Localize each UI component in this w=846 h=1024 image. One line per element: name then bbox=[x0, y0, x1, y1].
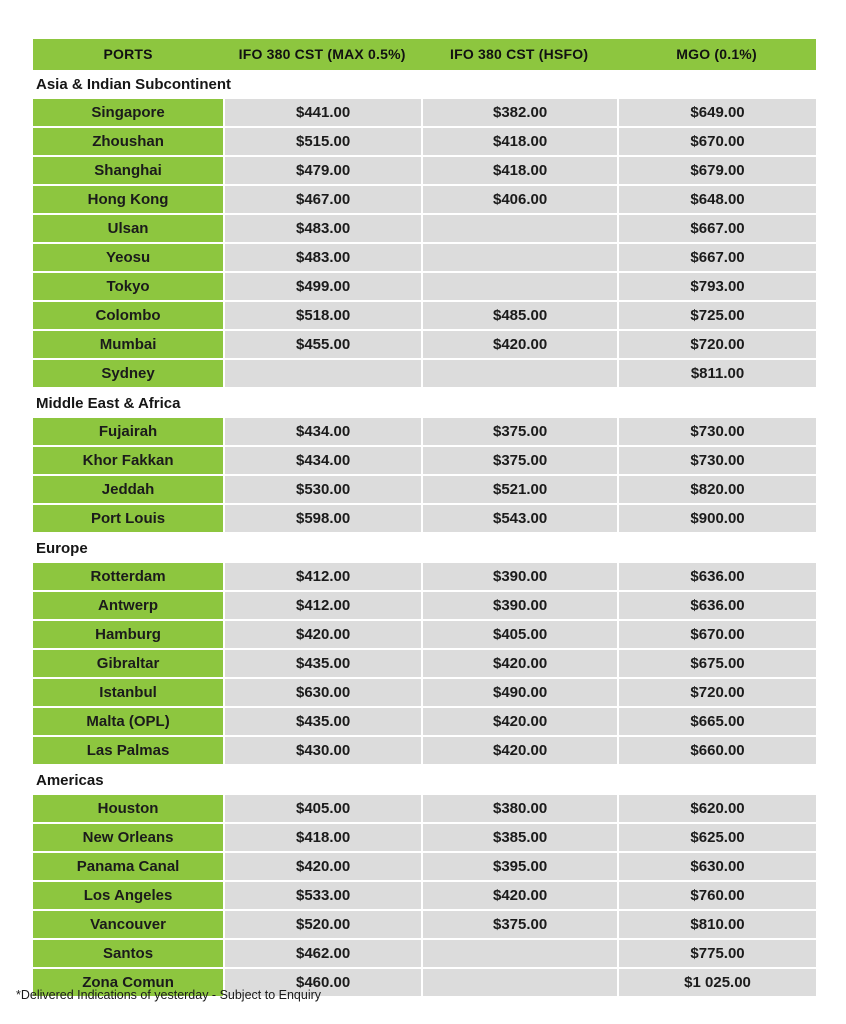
port-cell: Houston bbox=[33, 795, 223, 822]
price-cell bbox=[223, 360, 421, 387]
port-cell: Jeddah bbox=[33, 476, 223, 503]
price-cell: $375.00 bbox=[421, 911, 617, 938]
price-cell bbox=[421, 360, 617, 387]
table-row bbox=[33, 708, 816, 735]
price-cell: $462.00 bbox=[223, 940, 421, 967]
price-cell: $395.00 bbox=[421, 853, 617, 880]
table-row bbox=[33, 476, 816, 503]
price-cell: $412.00 bbox=[223, 563, 421, 590]
price-cell: $530.00 bbox=[223, 476, 421, 503]
table-row bbox=[33, 186, 816, 213]
price-cell: $725.00 bbox=[617, 302, 816, 329]
port-cell: Antwerp bbox=[33, 592, 223, 619]
port-cell: Mumbai bbox=[33, 331, 223, 358]
table-row bbox=[33, 621, 816, 648]
price-cell: $630.00 bbox=[223, 679, 421, 706]
price-cell: $420.00 bbox=[421, 650, 617, 677]
price-cell: $420.00 bbox=[421, 737, 617, 764]
price-cell: $720.00 bbox=[617, 679, 816, 706]
price-cell: $620.00 bbox=[617, 795, 816, 822]
price-cell: $636.00 bbox=[617, 592, 816, 619]
price-cell: $420.00 bbox=[421, 882, 617, 909]
table-row bbox=[33, 592, 816, 619]
port-cell: Zhoushan bbox=[33, 128, 223, 155]
price-cell: $420.00 bbox=[223, 853, 421, 880]
price-cell bbox=[421, 244, 617, 271]
bunker-price-table bbox=[33, 39, 816, 998]
price-cell: $390.00 bbox=[421, 592, 617, 619]
price-cell: $760.00 bbox=[617, 882, 816, 909]
column-header: PORTS bbox=[103, 46, 153, 62]
price-cell: $648.00 bbox=[617, 186, 816, 213]
table-row bbox=[33, 447, 816, 474]
price-cell: $543.00 bbox=[421, 505, 617, 532]
port-cell: Fujairah bbox=[33, 418, 223, 445]
price-cell bbox=[421, 273, 617, 300]
footnote: *Delivered Indications of yesterday - Subject to Enquiry bbox=[16, 988, 322, 1002]
price-cell: $670.00 bbox=[617, 128, 816, 155]
price-cell: $598.00 bbox=[223, 505, 421, 532]
port-cell: Las Palmas bbox=[33, 737, 223, 764]
table-row bbox=[33, 157, 816, 184]
price-cell: $420.00 bbox=[421, 708, 617, 735]
price-cell: $665.00 bbox=[617, 708, 816, 735]
port-cell: Malta (OPL) bbox=[33, 708, 223, 735]
price-cell: $467.00 bbox=[223, 186, 421, 213]
price-cell: $375.00 bbox=[421, 447, 617, 474]
port-cell: Port Louis bbox=[33, 505, 223, 532]
price-cell: $499.00 bbox=[223, 273, 421, 300]
port-cell: Los Angeles bbox=[33, 882, 223, 909]
price-cell: $435.00 bbox=[223, 650, 421, 677]
price-cell: $418.00 bbox=[421, 128, 617, 155]
port-cell: Ulsan bbox=[33, 215, 223, 242]
price-cell: $405.00 bbox=[223, 795, 421, 822]
table-row bbox=[33, 824, 816, 851]
section-title: Middle East & Africa bbox=[33, 389, 816, 418]
table-row bbox=[33, 795, 816, 822]
port-cell: Shanghai bbox=[33, 157, 223, 184]
price-cell: $675.00 bbox=[617, 650, 816, 677]
price-cell: $667.00 bbox=[617, 215, 816, 242]
price-cell: $667.00 bbox=[617, 244, 816, 271]
price-cell: $483.00 bbox=[223, 215, 421, 242]
section-title: Americas bbox=[33, 766, 816, 795]
table-row bbox=[33, 215, 816, 242]
port-cell: New Orleans bbox=[33, 824, 223, 851]
table-row bbox=[33, 360, 816, 387]
price-cell: $1 025.00 bbox=[617, 969, 816, 996]
port-cell: Yeosu bbox=[33, 244, 223, 271]
price-cell: $385.00 bbox=[421, 824, 617, 851]
price-cell: $515.00 bbox=[223, 128, 421, 155]
price-cell: $730.00 bbox=[617, 447, 816, 474]
price-cell: $485.00 bbox=[421, 302, 617, 329]
price-cell: $775.00 bbox=[617, 940, 816, 967]
price-cell bbox=[421, 940, 617, 967]
port-cell: Tokyo bbox=[33, 273, 223, 300]
section-title: Asia & Indian Subcontinent bbox=[33, 70, 816, 99]
table-row bbox=[33, 563, 816, 590]
price-cell: $406.00 bbox=[421, 186, 617, 213]
port-cell: Rotterdam bbox=[33, 563, 223, 590]
price-cell: $420.00 bbox=[421, 331, 617, 358]
column-header: IFO 380 CST (HSFO) bbox=[450, 46, 589, 62]
port-cell: Khor Fakkan bbox=[33, 447, 223, 474]
price-cell: $455.00 bbox=[223, 331, 421, 358]
price-cell: $810.00 bbox=[617, 911, 816, 938]
table-row bbox=[33, 99, 816, 126]
table-header-row bbox=[33, 39, 816, 70]
price-cell: $730.00 bbox=[617, 418, 816, 445]
price-cell: $793.00 bbox=[617, 273, 816, 300]
price-cell: $434.00 bbox=[223, 447, 421, 474]
section-title: Europe bbox=[33, 534, 816, 563]
price-cell: $490.00 bbox=[421, 679, 617, 706]
price-cell: $435.00 bbox=[223, 708, 421, 735]
price-cell: $521.00 bbox=[421, 476, 617, 503]
port-cell: Panama Canal bbox=[33, 853, 223, 880]
table-row bbox=[33, 737, 816, 764]
table-row bbox=[33, 940, 816, 967]
price-cell: $418.00 bbox=[421, 157, 617, 184]
price-cell: $420.00 bbox=[223, 621, 421, 648]
table-row bbox=[33, 418, 816, 445]
table-body bbox=[33, 70, 816, 996]
table-row bbox=[33, 128, 816, 155]
price-cell: $382.00 bbox=[421, 99, 617, 126]
port-cell: Hamburg bbox=[33, 621, 223, 648]
price-cell: $820.00 bbox=[617, 476, 816, 503]
table-row bbox=[33, 911, 816, 938]
price-cell: $380.00 bbox=[421, 795, 617, 822]
port-cell: Istanbul bbox=[33, 679, 223, 706]
table-row bbox=[33, 302, 816, 329]
price-cell bbox=[421, 215, 617, 242]
port-cell: Singapore bbox=[33, 99, 223, 126]
price-cell: $533.00 bbox=[223, 882, 421, 909]
price-cell: $520.00 bbox=[223, 911, 421, 938]
price-cell: $418.00 bbox=[223, 824, 421, 851]
price-cell: $679.00 bbox=[617, 157, 816, 184]
port-cell: Vancouver bbox=[33, 911, 223, 938]
price-cell: $670.00 bbox=[617, 621, 816, 648]
column-header: IFO 380 CST (MAX 0.5%) bbox=[238, 46, 406, 62]
port-cell: Sydney bbox=[33, 360, 223, 387]
price-cell: $811.00 bbox=[617, 360, 816, 387]
table-row bbox=[33, 650, 816, 677]
port-cell: Zona Comun bbox=[33, 969, 223, 996]
price-cell: $636.00 bbox=[617, 563, 816, 590]
price-cell bbox=[421, 969, 617, 996]
price-cell: $649.00 bbox=[617, 99, 816, 126]
price-cell: $479.00 bbox=[223, 157, 421, 184]
price-cell: $375.00 bbox=[421, 418, 617, 445]
table-row bbox=[33, 679, 816, 706]
price-cell: $720.00 bbox=[617, 331, 816, 358]
price-cell: $900.00 bbox=[617, 505, 816, 532]
port-cell: Santos bbox=[33, 940, 223, 967]
price-cell: $441.00 bbox=[223, 99, 421, 126]
port-cell: Hong Kong bbox=[33, 186, 223, 213]
price-cell: $390.00 bbox=[421, 563, 617, 590]
table-row bbox=[33, 882, 816, 909]
price-cell: $430.00 bbox=[223, 737, 421, 764]
price-cell: $630.00 bbox=[617, 853, 816, 880]
price-cell: $460.00 bbox=[223, 969, 421, 996]
price-cell: $434.00 bbox=[223, 418, 421, 445]
price-cell: $483.00 bbox=[223, 244, 421, 271]
table-row bbox=[33, 505, 816, 532]
price-cell: $660.00 bbox=[617, 737, 816, 764]
price-cell: $518.00 bbox=[223, 302, 421, 329]
table-row bbox=[33, 331, 816, 358]
price-cell: $625.00 bbox=[617, 824, 816, 851]
price-cell: $412.00 bbox=[223, 592, 421, 619]
port-cell: Gibraltar bbox=[33, 650, 223, 677]
port-cell: Colombo bbox=[33, 302, 223, 329]
table-row bbox=[33, 244, 816, 271]
price-cell: $405.00 bbox=[421, 621, 617, 648]
table-row bbox=[33, 853, 816, 880]
column-header: MGO (0.1%) bbox=[676, 46, 757, 62]
table-row bbox=[33, 273, 816, 300]
